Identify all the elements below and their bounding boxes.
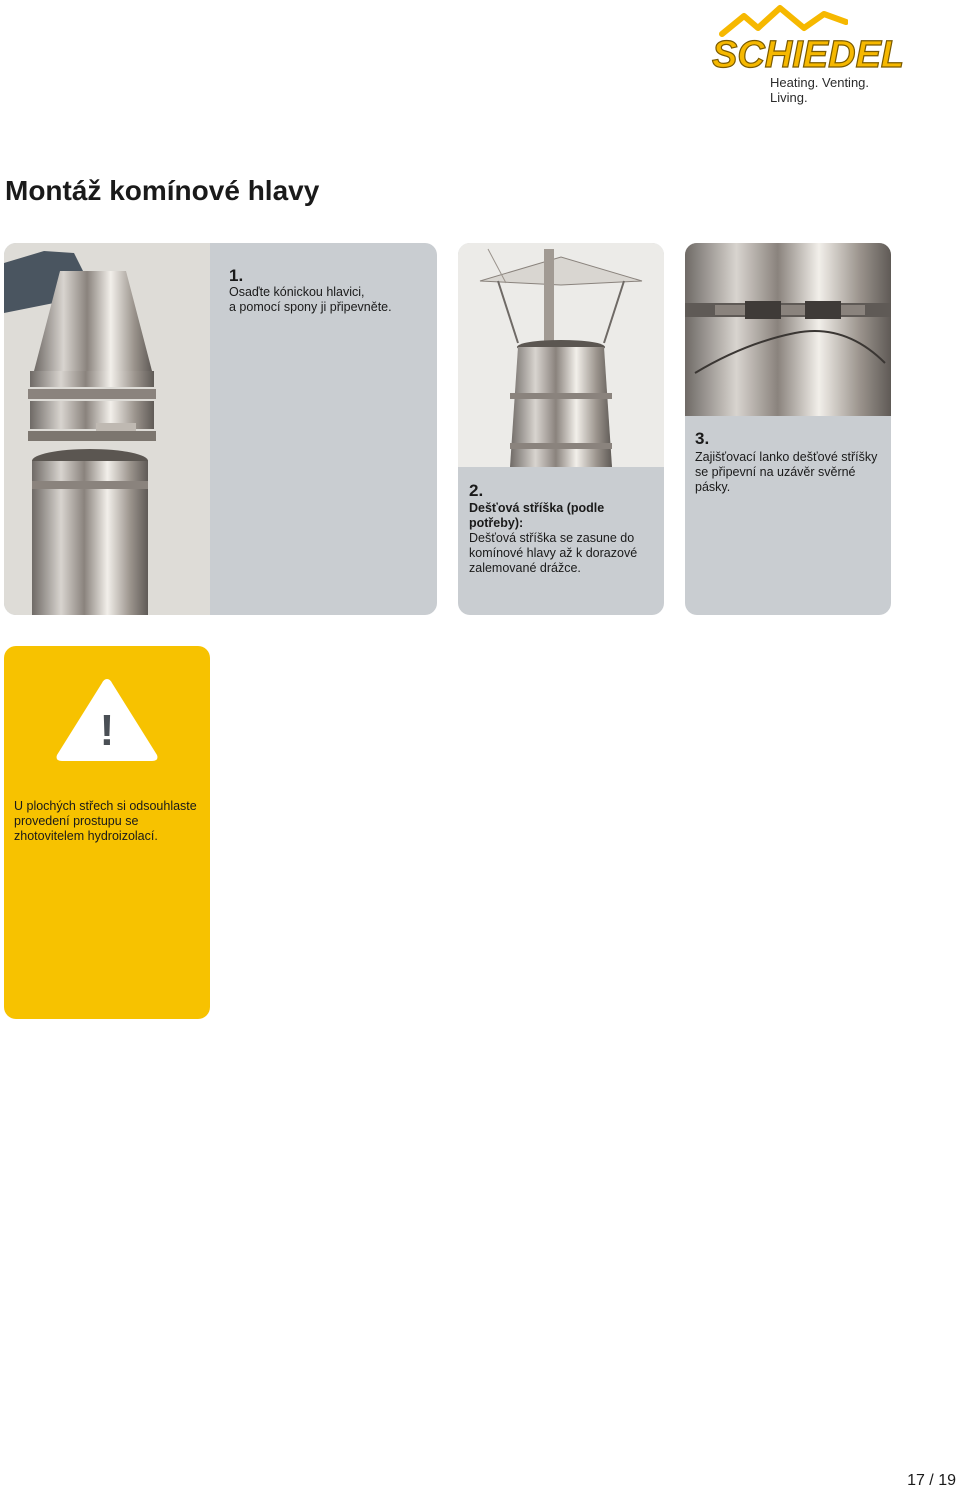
step-card-3	[685, 243, 891, 615]
step-card-1	[4, 243, 437, 615]
step-1-number: 1.	[229, 266, 244, 285]
warning-text-line: provedení prostupu se	[14, 814, 139, 828]
warning-symbol: !	[99, 706, 115, 755]
step-2-text-line: komínové hlavy až k dorazové	[469, 546, 638, 560]
step-3-text	[695, 450, 889, 495]
warning-box	[4, 646, 210, 1019]
step-3-number: 3.	[695, 429, 710, 448]
step-card-2	[458, 243, 664, 615]
warning-text	[14, 799, 210, 844]
step-3-text-line: pásky.	[695, 480, 731, 494]
step-2-subtitle-line: Dešťová stříška (podle	[469, 501, 605, 515]
step-2-subtitle	[469, 501, 659, 531]
step-2-photo	[458, 243, 664, 467]
step-3-photo	[685, 243, 891, 416]
logo-tagline: Heating. Venting. Living.	[770, 75, 870, 105]
page-number: 17 / 19	[907, 1472, 956, 1489]
warning-triangle-icon	[54, 675, 160, 763]
step-3-text-line: Zajišťovací lanko dešťové stříšky	[695, 450, 878, 464]
step-2-text	[469, 531, 661, 576]
logo-wordmark: SCHIEDEL	[712, 34, 905, 76]
page-title: Montáž komínové hlavy	[5, 175, 320, 206]
step-1-photo	[4, 243, 210, 615]
step-2-text-line: zalemované drážce.	[469, 561, 581, 575]
step-3-text-line: se připevní na uzávěr svěrné	[695, 465, 856, 479]
warning-text-line: U plochých střech si odsouhlaste	[14, 799, 197, 813]
step-2-number: 2.	[469, 481, 484, 500]
step-1-text-line: a pomocí spony ji připevněte.	[229, 300, 392, 314]
warning-text-line: zhotovitelem hydroizolací.	[14, 829, 158, 843]
brand-logo	[712, 4, 905, 105]
step-1-text-line: Osaďte kónickou hlavici,	[229, 285, 365, 299]
step-2-subtitle-line: potřeby):	[469, 516, 524, 530]
step-1-text	[229, 285, 429, 315]
step-2-text-line: Dešťová stříška se zasune do	[469, 531, 635, 545]
